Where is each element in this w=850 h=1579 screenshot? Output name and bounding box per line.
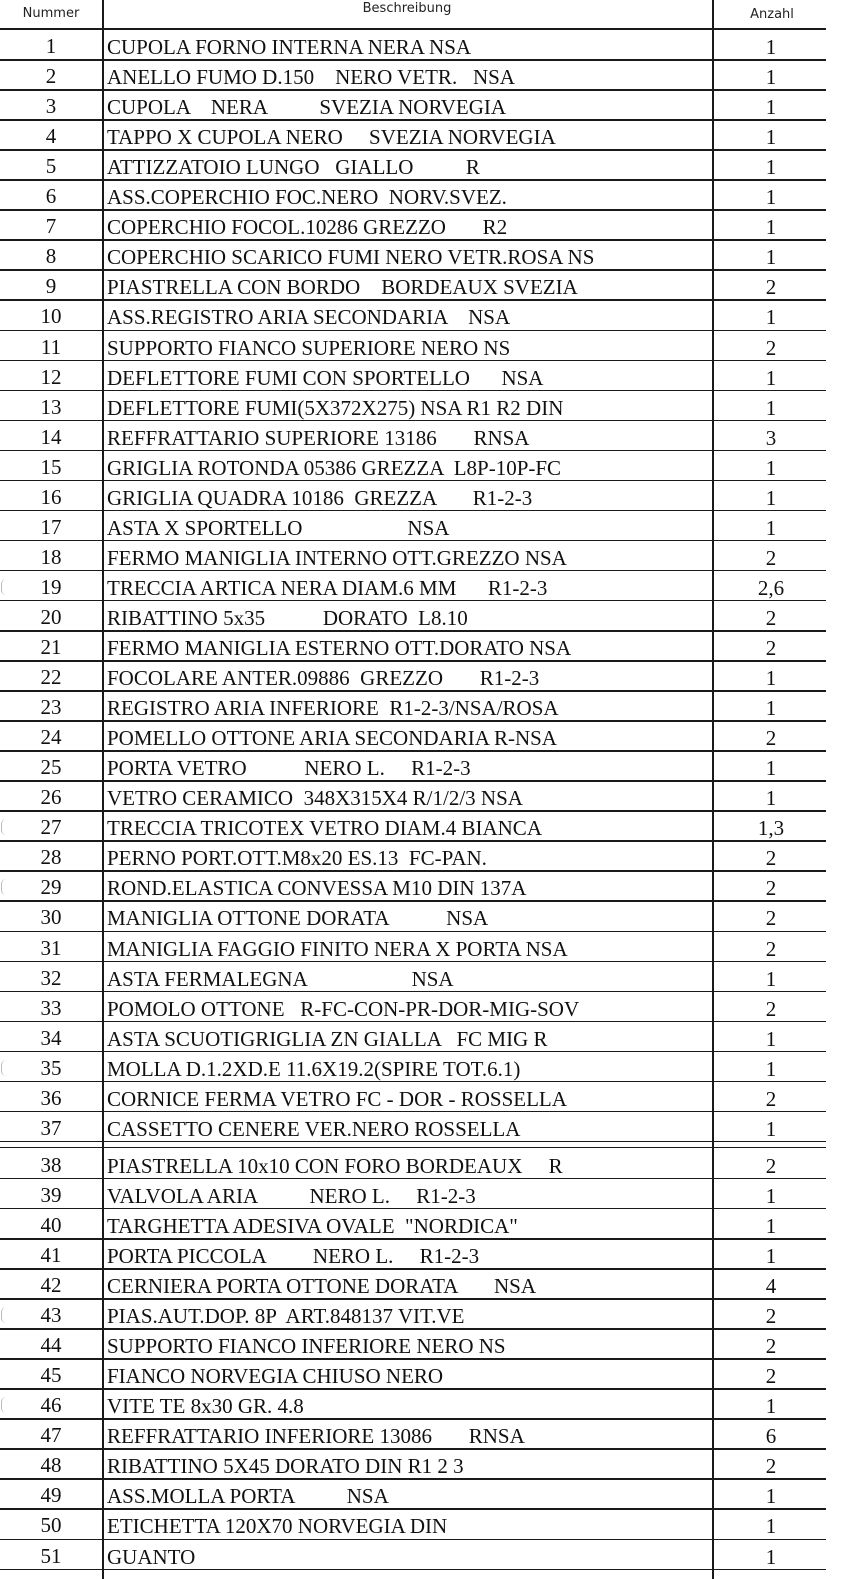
table-row (0, 751, 850, 781)
table-row (0, 90, 850, 120)
row-description: POMELLO OTTONE ARIA SECONDARIA R-NSA (107, 726, 557, 751)
row-number: 21 (40, 635, 62, 659)
row-description: VETRO CERAMICO 348X315X4 R/1/2/3 NSA (107, 786, 523, 811)
table-row (0, 1269, 850, 1299)
row-quantity: 4 (765, 1274, 777, 1299)
row-number: 3 (45, 94, 57, 119)
table-row (0, 1540, 850, 1570)
row-number: 50 (40, 1513, 62, 1538)
row-quantity: 1,3 (757, 816, 785, 841)
row-number: 43 (40, 1303, 62, 1328)
row-quantity: 2 (765, 726, 777, 751)
row-description: CUPOLA NERA SVEZIA NORVEGIA (107, 95, 507, 120)
row-description: TAPPO X CUPOLA NERO SVEZIA NORVEGIA (107, 125, 556, 150)
row-number: 12 (40, 364, 62, 389)
row-description: TARGHETTA ADESIVA OVALE "NORDICA" (107, 1213, 518, 1238)
table-row (0, 180, 850, 210)
row-description: TRECCIA TRICOTEX VETRO DIAM.4 BIANCA (107, 816, 542, 841)
row-number: 23 (40, 695, 62, 720)
table-row (0, 1149, 850, 1179)
table-row (0, 300, 850, 330)
row-number: 13 (40, 394, 62, 419)
table-row (0, 421, 850, 451)
row-quantity: 1 (765, 1514, 777, 1539)
table-row (0, 721, 850, 751)
row-description: RIBATTINO 5x35 DORATO L8.10 (107, 605, 468, 630)
row-description: REFFRATTARIO SUPERIORE 13186 RNSA (107, 425, 530, 450)
row-number: 37 (40, 1115, 62, 1140)
row-number: 22 (40, 665, 62, 690)
row-description: SUPPORTO FIANCO INFERIORE NERO NS (107, 1334, 506, 1359)
row-number: 38 (40, 1152, 62, 1177)
row-description: ASTA FERMALEGNA NSA (107, 966, 454, 991)
row-number: 10 (40, 304, 62, 329)
row-quantity: 1 (765, 155, 777, 180)
table-row (0, 120, 850, 150)
scan-mark (1, 579, 6, 595)
row-description: GRIGLIA QUADRA 10186 GREZZA R1-2-3 (107, 485, 533, 510)
row-description: PIAS.AUT.DOP. 8P ART.848137 VIT.VE (107, 1304, 465, 1329)
row-number: 17 (40, 514, 62, 539)
row-quantity: 2 (765, 996, 777, 1021)
row-description: ANELLO FUMO D.150 NERO VETR. NSA (107, 65, 515, 90)
row-quantity: 1 (765, 1484, 777, 1509)
row-quantity: 1 (765, 485, 777, 510)
row-number: 27 (40, 815, 62, 840)
row-number: 39 (40, 1182, 62, 1207)
row-number: 15 (40, 454, 62, 479)
row-description: REFFRATTARIO INFERIORE 13086 RNSA (107, 1424, 525, 1449)
row-description: RIBATTINO 5X45 DORATO DIN R1 2 3 (107, 1454, 464, 1479)
row-quantity: 1 (765, 1116, 777, 1141)
scan-mark (1, 879, 6, 895)
row-description: ASS.REGISTRO ARIA SECONDARIA NSA (107, 305, 511, 330)
table-row (0, 1449, 850, 1479)
table-row (0, 1022, 850, 1052)
row-quantity: 2 (765, 545, 777, 570)
row-quantity: 1 (765, 95, 777, 120)
table-row (0, 240, 850, 270)
row-quantity: 1 (765, 696, 777, 721)
row-number: 31 (40, 935, 62, 960)
row-quantity: 1 (765, 395, 777, 420)
row-number: 30 (40, 905, 62, 930)
row-number: 41 (40, 1243, 62, 1267)
table-row (0, 331, 850, 361)
row-number: 49 (40, 1483, 62, 1508)
row-number: 6 (45, 184, 57, 209)
row-quantity: 1 (765, 666, 777, 691)
row-number: 33 (40, 995, 62, 1020)
row-quantity: 2 (765, 275, 777, 300)
row-quantity: 2 (765, 1153, 777, 1178)
row-description: PORTA PICCOLA NERO L. R1-2-3 (107, 1244, 480, 1268)
row-quantity: 1 (765, 215, 777, 240)
header-number: Nummer (22, 6, 80, 21)
table-row (0, 481, 850, 511)
row-number: 4 (45, 124, 57, 149)
table-row (0, 992, 850, 1022)
row-quantity: 1 (765, 1183, 777, 1208)
row-quantity: 1 (765, 455, 777, 480)
row-description: ATTIZZATOIO LUNGO GIALLO R (107, 155, 480, 180)
row-quantity: 6 (765, 1424, 777, 1449)
table-row (0, 932, 850, 962)
table-row (0, 811, 850, 841)
table-row (0, 1239, 850, 1269)
table-row (0, 1299, 850, 1329)
row-number: 25 (40, 755, 62, 780)
row-quantity: 2 (765, 846, 777, 871)
table-row (0, 391, 850, 421)
row-number: 9 (45, 274, 57, 299)
table-row (0, 1112, 850, 1142)
table-row (0, 1329, 850, 1359)
row-number: 28 (40, 845, 62, 870)
table-row (0, 781, 850, 811)
row-number: 36 (40, 1085, 62, 1110)
row-description: FERMO MANIGLIA INTERNO OTT.GREZZO NSA (107, 545, 567, 570)
row-quantity: 2 (765, 1304, 777, 1329)
table-row (0, 1052, 850, 1082)
row-quantity: 1 (765, 65, 777, 90)
row-quantity: 2,6 (757, 575, 785, 600)
table-row (0, 601, 850, 631)
table-row (0, 541, 850, 571)
row-quantity: 2 (765, 936, 777, 961)
row-quantity: 1 (765, 35, 777, 59)
row-quantity: 1 (765, 1026, 777, 1051)
row-number: 29 (40, 875, 62, 900)
row-divider (0, 1569, 826, 1571)
row-description: CORNICE FERMA VETRO FC - DOR - ROSSELLA (107, 1086, 567, 1111)
row-number: 5 (45, 154, 57, 179)
row-number: 14 (40, 424, 62, 449)
row-number: 46 (40, 1393, 62, 1418)
row-description: ASTA SCUOTIGRIGLIA ZN GIALLA FC MIG R (107, 1026, 548, 1051)
row-description: ROND.ELASTICA CONVESSA M10 DIN 137A (107, 876, 527, 901)
row-description: ASTA X SPORTELLO NSA (107, 515, 450, 540)
row-description: GRIGLIA ROTONDA 05386 GREZZA L8P-10P-FC (107, 455, 562, 480)
row-description: MANIGLIA OTTONE DORATA NSA (107, 906, 489, 931)
row-description: PIASTRELLA CON BORDO BORDEAUX SVEZIA (107, 275, 578, 300)
table-header (0, 0, 850, 28)
scan-mark (1, 1060, 6, 1076)
row-number: 45 (40, 1363, 62, 1388)
scan-mark (1, 819, 6, 835)
row-description: POMOLO OTTONE R-FC-CON-PR-DOR-MIG-SOV (107, 996, 580, 1021)
table-row (0, 571, 850, 601)
row-quantity: 2 (765, 876, 777, 901)
table-row (0, 901, 850, 931)
row-description: CASSETTO CENERE VER.NERO ROSSELLA (107, 1116, 521, 1141)
row-description: FIANCO NORVEGIA CHIUSO NERO (107, 1364, 444, 1389)
row-number: 47 (40, 1423, 62, 1448)
table-row (0, 1209, 850, 1239)
row-description: ASS.COPERCHIO FOC.NERO NORV.SVEZ. (107, 185, 507, 210)
row-quantity: 1 (765, 305, 777, 330)
row-description: PORTA VETRO NERO L. R1-2-3 (107, 756, 471, 781)
row-number: 7 (45, 214, 57, 239)
table-row (0, 361, 850, 391)
row-quantity: 2 (765, 1364, 777, 1389)
row-divider (0, 1141, 826, 1143)
row-description: TRECCIA ARTICA NERA DIAM.6 MM R1-2-3 (107, 575, 548, 600)
table-row (0, 962, 850, 992)
row-description: MOLLA D.1.2XD.E 11.6X19.2(SPIRE TOT.6.1) (107, 1056, 521, 1081)
row-description: PIASTRELLA 10x10 CON FORO BORDEAUX R (107, 1153, 563, 1178)
row-number: 48 (40, 1453, 62, 1478)
row-number: 35 (40, 1055, 62, 1080)
row-description: DEFLETTORE FUMI(5X372X275) NSA R1 R2 DIN (107, 395, 564, 420)
table-row (0, 1179, 850, 1209)
row-description: COPERCHIO SCARICO FUMI NERO VETR.ROSA NS (107, 245, 595, 270)
row-quantity: 1 (765, 786, 777, 811)
table-row (0, 1389, 850, 1419)
row-description: ASS.MOLLA PORTA NSA (107, 1484, 389, 1509)
row-description: VITE TE 8x30 GR. 4.8 (107, 1394, 304, 1419)
row-quantity: 3 (765, 425, 777, 450)
row-description: VALVOLA ARIA NERO L. R1-2-3 (107, 1183, 476, 1208)
scan-mark (1, 1397, 6, 1413)
table-row (0, 691, 850, 721)
row-quantity: 2 (765, 1334, 777, 1359)
row-description: CERNIERA PORTA OTTONE DORATA NSA (107, 1274, 537, 1299)
row-quantity: 1 (765, 756, 777, 781)
table-row (0, 1419, 850, 1449)
row-number: 2 (45, 64, 57, 89)
row-number: 26 (40, 785, 62, 810)
header-description: Beschreibung (362, 1, 452, 16)
row-quantity: 1 (765, 1544, 777, 1569)
table-row (0, 511, 850, 541)
row-number: 44 (40, 1333, 62, 1358)
table-row (0, 150, 850, 180)
row-quantity: 1 (765, 1056, 777, 1081)
row-number: 19 (40, 574, 62, 599)
row-quantity: 1 (765, 966, 777, 991)
row-number: 51 (40, 1543, 62, 1568)
row-quantity: 1 (765, 125, 777, 150)
row-description: MANIGLIA FAGGIO FINITO NERA X PORTA NSA (107, 936, 568, 961)
table-row (0, 210, 850, 240)
row-number: 42 (40, 1273, 62, 1298)
table-row (0, 451, 850, 481)
row-quantity: 2 (765, 1086, 777, 1111)
row-quantity: 2 (765, 1454, 777, 1479)
row-description: FERMO MANIGLIA ESTERNO OTT.DORATO NSA (107, 636, 572, 660)
table-row (0, 1479, 850, 1509)
row-number: 24 (40, 725, 62, 750)
table-row (0, 30, 850, 60)
table-row (0, 1359, 850, 1389)
row-number: 32 (40, 965, 62, 990)
row-number: 16 (40, 484, 62, 509)
row-description: COPERCHIO FOCOL.10286 GREZZO R2 (107, 215, 508, 240)
table-row (0, 841, 850, 871)
table-row (0, 1509, 850, 1539)
table-row (0, 1082, 850, 1112)
table-row (0, 631, 850, 661)
header-quantity: Anzahl (750, 7, 794, 22)
row-quantity: 1 (765, 245, 777, 270)
row-description: ETICHETTA 120X70 NORVEGIA DIN (107, 1514, 448, 1539)
row-description: DEFLETTORE FUMI CON SPORTELLO NSA (107, 365, 544, 390)
row-number: 20 (40, 604, 62, 629)
row-quantity: 2 (765, 636, 777, 660)
scan-mark (1, 1307, 6, 1323)
row-description: REGISTRO ARIA INFERIORE R1-2-3/NSA/ROSA (107, 696, 559, 721)
table-row (0, 871, 850, 901)
row-description: CUPOLA FORNO INTERNA NERA NSA (107, 35, 472, 59)
row-number: 34 (40, 1025, 62, 1050)
row-quantity: 1 (765, 1213, 777, 1238)
table-row (0, 661, 850, 691)
row-quantity: 1 (765, 1394, 777, 1419)
row-number: 40 (40, 1212, 62, 1237)
row-description: SUPPORTO FIANCO SUPERIORE NERO NS (107, 335, 511, 360)
row-number: 1 (45, 34, 57, 58)
row-quantity: 2 (765, 605, 777, 630)
table-row (0, 270, 850, 300)
row-quantity: 1 (765, 515, 777, 540)
row-number: 8 (45, 244, 57, 269)
row-quantity: 1 (765, 1244, 777, 1268)
table-row (0, 60, 850, 90)
row-number: 11 (40, 334, 62, 359)
row-quantity: 1 (765, 185, 777, 210)
row-description: PERNO PORT.OTT.M8x20 ES.13 FC-PAN. (107, 846, 487, 871)
row-description: GUANTO (107, 1544, 196, 1569)
row-quantity: 1 (765, 365, 777, 390)
row-number: 18 (40, 544, 62, 569)
row-quantity: 2 (765, 335, 777, 360)
row-description: FOCOLARE ANTER.09886 GREZZO R1-2-3 (107, 666, 540, 691)
row-quantity: 2 (765, 906, 777, 931)
